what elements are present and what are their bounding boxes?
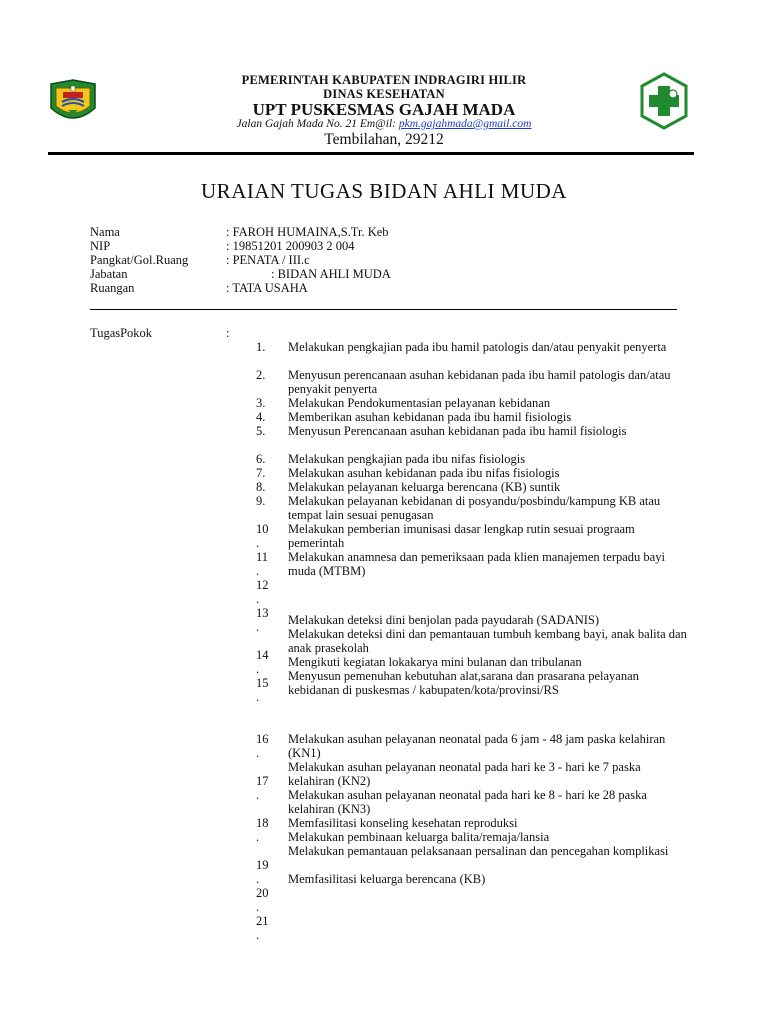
item-number: 14 xyxy=(256,648,269,662)
item-number: 1. xyxy=(256,340,266,354)
task-item: Melakukan pemberian imunisasi dasar lengkap rutin sesuai prograam pemerintah xyxy=(288,522,635,550)
task-item: Melakukan asuhan pelayanan neonatal pada hari ke 3 - hari ke 7 paska kelahiran (KN2) xyxy=(288,760,641,788)
value-nip: : 19851201 200903 2 004 xyxy=(226,239,355,253)
item-number: 2. xyxy=(256,368,266,382)
task-item: Melakukan pengkajian pada ibu nifas fisiologis xyxy=(288,452,526,466)
item-number: 3. xyxy=(256,396,266,410)
task-item: Melakukan anamnesa dan pemeriksaan pada klien manajemen terpadu bayi muda (MTBM) xyxy=(288,550,665,578)
header-puskesmas-name: UPT PUSKESMAS GAJAH MADA xyxy=(252,100,516,119)
email-link[interactable]: pkm.gajahmada@gmail.com xyxy=(398,118,532,130)
identity-divider xyxy=(90,309,677,310)
item-number-dot: . xyxy=(256,690,260,704)
header-government: PEMERINTAH KABUPATEN INDRAGIRI HILIR xyxy=(241,73,527,87)
label-pangkat: Pangkat/Gol.Ruang xyxy=(90,253,189,267)
task-item: Mengikuti kegiatan lokakarya mini bulanan dan tribulanan xyxy=(288,655,582,669)
label-nama: Nama xyxy=(90,225,120,239)
item-number: 13 xyxy=(256,606,269,620)
item-number-dot: . xyxy=(256,592,260,606)
item-number: 10 xyxy=(256,522,269,536)
item-number: 8. xyxy=(256,480,266,494)
task-item: Melakukan asuhan pelayanan neonatal pada hari ke 8 - hari ke 28 paska kelahiran (KN3) xyxy=(288,788,647,816)
task-item: Melakukan asuhan kebidanan pada ibu nifas fisiologis xyxy=(288,466,560,480)
value-jabatan: : BIDAN AHLI MUDA xyxy=(271,267,391,281)
item-number: 11 xyxy=(256,550,269,564)
task-item: Melakukan Pendokumentasian pelayanan kebidanan xyxy=(288,396,551,410)
task-item: Menyusun pemenuhan kebutuhan alat,sarana dan prasarana pelayanan kebidanan di puskesmas / kabupaten/kota/provinsi/RS xyxy=(288,669,639,697)
task-item: Melakukan asuhan pelayanan neonatal pada 6 jam - 48 jam paska kelahiran (KN1) xyxy=(288,732,666,760)
address-text: Jalan Gajah Mada No. 21 Em@il: xyxy=(236,118,399,130)
item-number: 5. xyxy=(256,424,266,438)
tugas-pokok-colon: : xyxy=(226,326,230,340)
label-ruangan: Ruangan xyxy=(90,281,135,295)
item-number: 6. xyxy=(256,452,266,466)
item-number-dot: . xyxy=(256,564,260,578)
item-number: 12 xyxy=(256,578,269,592)
item-number-dot: . xyxy=(256,928,260,942)
item-number: 19 xyxy=(256,858,269,872)
task-item: Melakukan pelayanan kebidanan di posyandu/posbindu/kampung KB atau tempat lain sesuai penugasan xyxy=(288,494,661,522)
item-number-dot: . xyxy=(256,900,260,914)
item-number: 20 xyxy=(256,886,269,900)
item-number-dot: . xyxy=(256,620,260,634)
item-number: 21 xyxy=(256,914,269,928)
item-number-dot: . xyxy=(256,872,260,886)
task-item: Memfasilitasi keluarga berencana (KB) xyxy=(288,872,486,886)
task-item: Memfasilitasi konseling kesehatan reproduksi xyxy=(288,816,518,830)
page-title: URAIAN TUGAS BIDAN AHLI MUDA xyxy=(201,179,567,203)
label-nip: NIP xyxy=(90,239,111,253)
task-item: Melakukan deteksi dini benjolan pada payudarah (SADANIS) xyxy=(288,613,600,627)
task-item: Menyusun perencanaan asuhan kebidanan pada ibu hamil patologis dan/atau penyakit penyerta xyxy=(288,368,671,396)
item-number-dot: . xyxy=(256,788,260,802)
value-pangkat: : PENATA / III.c xyxy=(226,253,310,267)
header-divider xyxy=(48,152,694,155)
task-item: Melakukan pemantauan pelaksanaan persalinan dan pencegahan komplikasi xyxy=(288,844,669,858)
item-number: 7. xyxy=(256,466,266,480)
item-number: 15 xyxy=(256,676,269,690)
header-address xyxy=(0,118,768,130)
item-number-dot: . xyxy=(256,830,260,844)
value-ruangan: : TATA USAHA xyxy=(226,281,308,295)
label-jabatan: Jabatan xyxy=(90,267,128,281)
task-item: Melakukan pembinaan keluarga balita/remaja/lansia xyxy=(288,830,550,844)
item-number: 9. xyxy=(256,494,266,508)
item-number-dot: . xyxy=(256,662,260,676)
item-number-dot: . xyxy=(256,536,260,550)
tugas-pokok-label: TugasPokok xyxy=(90,326,153,340)
item-number: 16 xyxy=(256,732,269,746)
task-item: Melakukan deteksi dini dan pemantauan tumbuh kembang bayi, anak balita dan anak prasekolah xyxy=(288,627,687,655)
header-department: DINAS KESEHATAN xyxy=(323,87,445,101)
item-number: 4. xyxy=(256,410,266,424)
item-number: 18 xyxy=(256,816,269,830)
task-item: Melakukan pelayanan keluarga berencana (KB) suntik xyxy=(288,480,561,494)
item-number-dot: . xyxy=(256,746,260,760)
task-item: Memberikan asuhan kebidanan pada ibu hamil fisiologis xyxy=(288,410,572,424)
value-nama: : FAROH HUMAINA,S.Tr. Keb xyxy=(226,225,389,239)
task-item: Menyusun Perencanaan asuhan kebidanan pada ibu hamil fisiologis xyxy=(288,424,627,438)
task-item: Melakukan pengkajian pada ibu hamil patologis dan/atau penyakit penyerta xyxy=(288,340,667,354)
header-city: Tembilahan, 29212 xyxy=(324,131,444,148)
item-number: 17 xyxy=(256,774,269,788)
